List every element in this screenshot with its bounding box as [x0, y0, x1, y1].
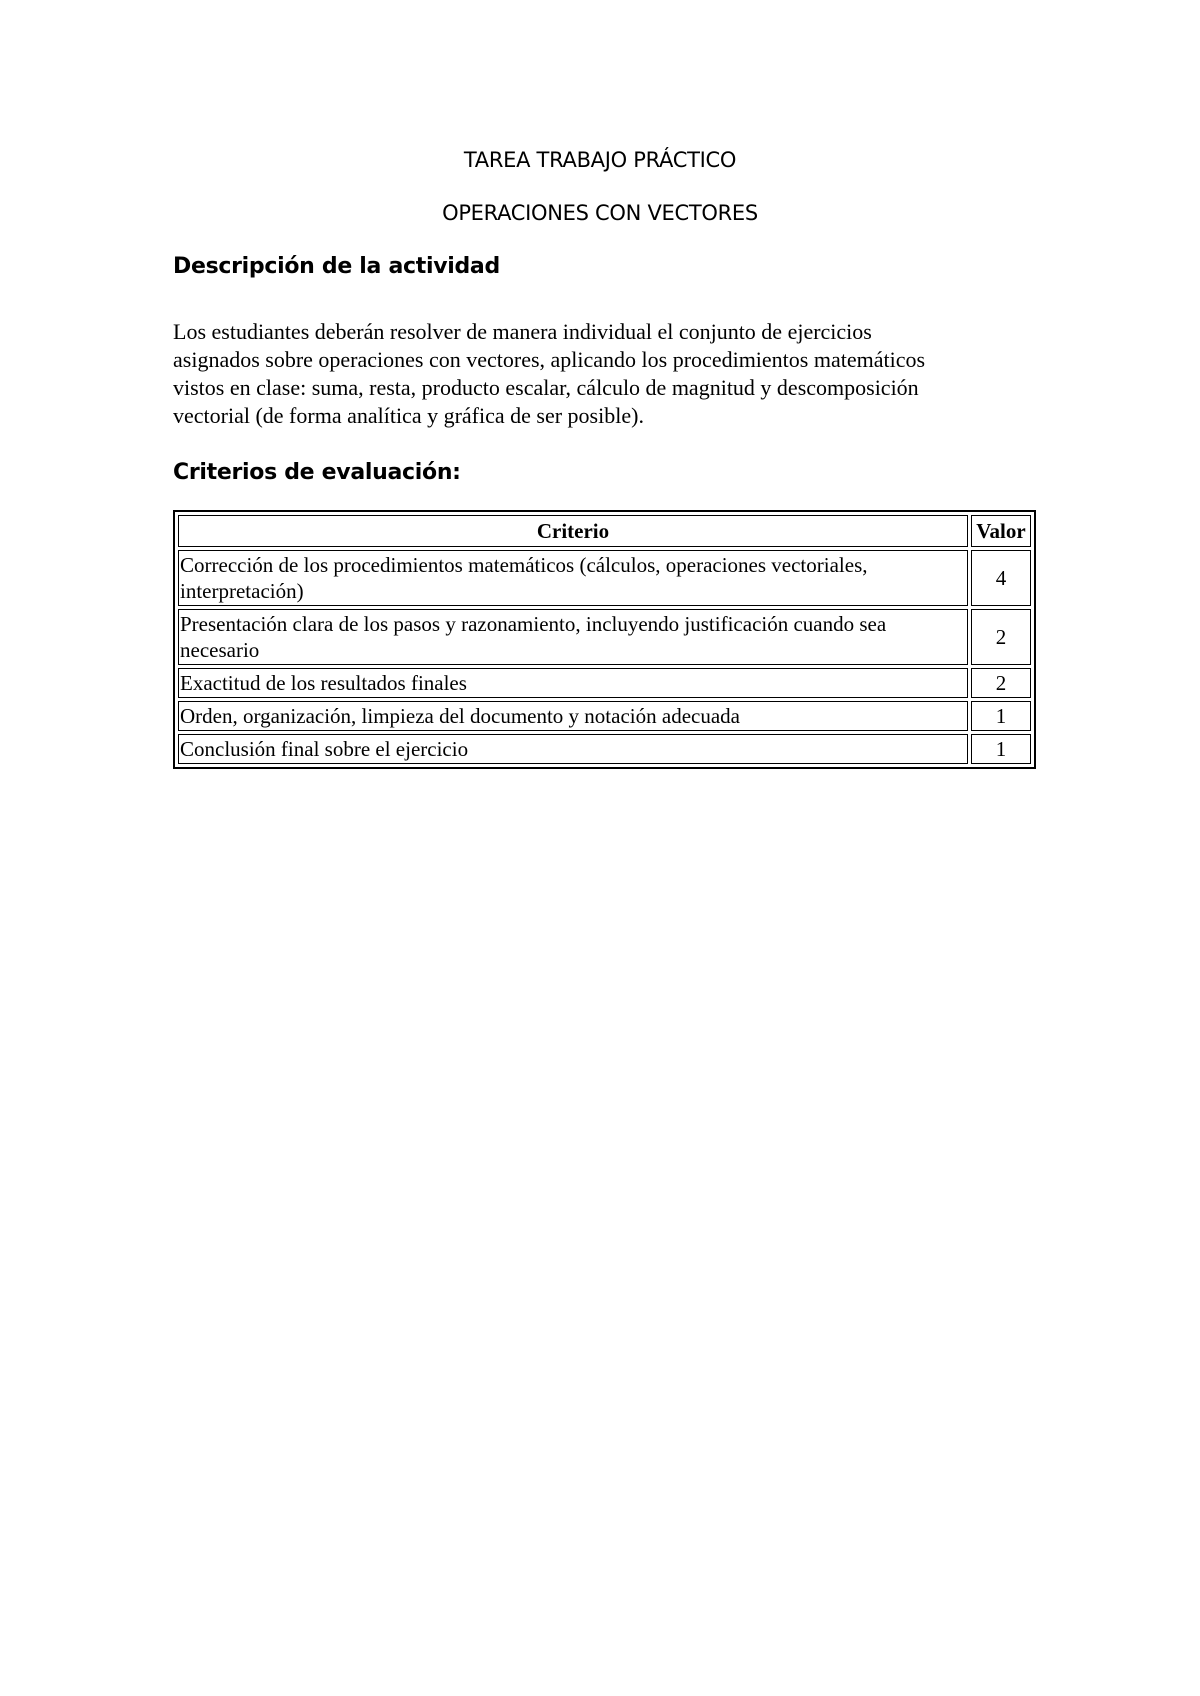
criterio-column-header: Criterio	[178, 515, 968, 547]
table-row	[178, 550, 1031, 606]
document-subtitle: OPERACIONES CON VECTORES	[442, 201, 758, 225]
description-line: vectorial (de forma analítica y gráfica de ser posible).	[173, 403, 644, 428]
description-line: Los estudiantes deberán resolver de manera individual el conjunto de ejercicios	[173, 319, 872, 344]
description-line: vistos en clase: suma, resta, producto escalar, cálculo de magnitud y descomposición	[173, 375, 919, 400]
criteria-table	[173, 510, 1036, 769]
criteria-heading: Criterios de evaluación:	[173, 460, 461, 485]
table-row	[178, 734, 1031, 764]
description-paragraph	[173, 318, 1053, 430]
description-heading: Descripción de la actividad	[173, 254, 500, 279]
valor-cell: 4	[971, 550, 1031, 606]
valor-cell: 1	[971, 734, 1031, 764]
table-row	[178, 668, 1031, 698]
criterio-cell: Presentación clara de los pasos y razonamiento, incluyendo justificación cuando sea necesario	[178, 609, 968, 665]
criterio-cell: Orden, organización, limpieza del documento y notación adecuada	[178, 701, 968, 731]
criterio-cell: Exactitud de los resultados finales	[178, 668, 968, 698]
table-header-row	[178, 515, 1031, 547]
table-row	[178, 701, 1031, 731]
valor-cell: 2	[971, 609, 1031, 665]
document-title: TAREA TRABAJO PRÁCTICO	[463, 148, 737, 172]
valor-cell: 1	[971, 701, 1031, 731]
table-row	[178, 609, 1031, 665]
valor-column-header: Valor	[971, 515, 1031, 547]
criterio-cell: Corrección de los procedimientos matemáticos (cálculos, operaciones vectoriales, interpretación)	[178, 550, 968, 606]
description-line: asignados sobre operaciones con vectores, aplicando los procedimientos matemáticos	[173, 347, 926, 372]
valor-cell: 2	[971, 668, 1031, 698]
criterio-cell: Conclusión final sobre el ejercicio	[178, 734, 968, 764]
